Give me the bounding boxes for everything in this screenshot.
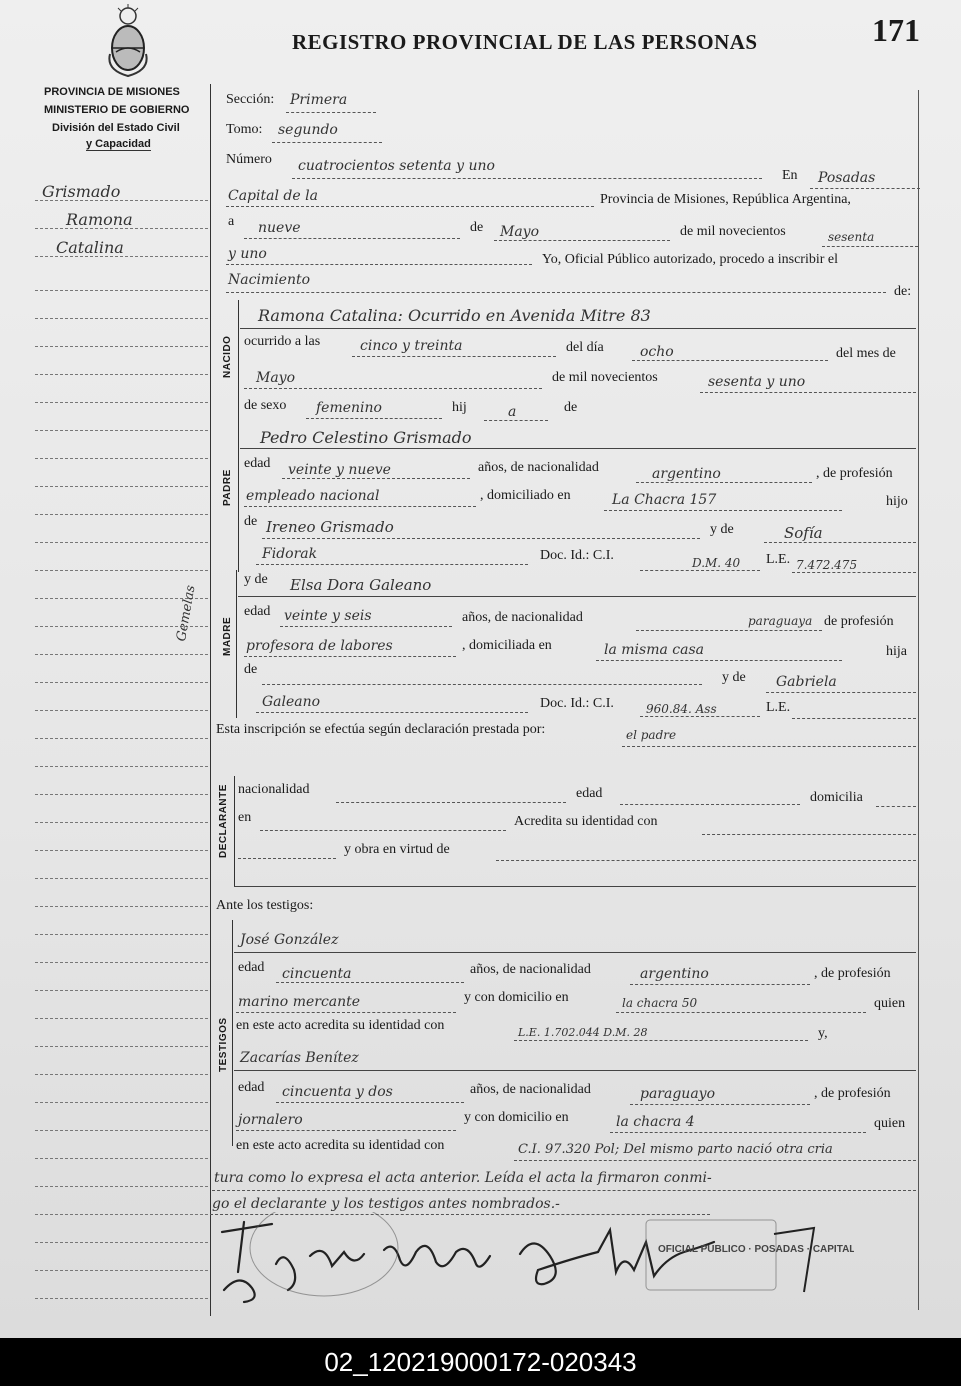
hij-de-label: de <box>564 400 578 415</box>
madre-le-label: L.E. <box>766 700 791 715</box>
anio-registro-2: y uno <box>228 246 267 262</box>
padre-profesion: empleado nacional <box>246 488 380 504</box>
t2-acredita-label: en este acto acredita su identidad con <box>236 1138 445 1153</box>
madre-domicilio: la misma casa <box>604 642 705 658</box>
madre-doc: 960.84. Ass <box>646 702 717 716</box>
madre-nombre: Elsa Dora Galeano <box>290 576 432 594</box>
padre-prof-label: , de profesión <box>816 466 893 481</box>
seccion-value: Primera <box>290 92 348 108</box>
madre-yde-label: y de <box>244 572 268 587</box>
de-label: de <box>470 220 484 235</box>
testigo1-edad: cincuenta <box>282 966 352 982</box>
testigo1-profesion: marino mercante <box>238 994 361 1010</box>
provincia-text: Provincia de Misiones, República Argentina, <box>600 192 851 207</box>
padre-le-label: L.E. <box>766 552 791 567</box>
madre-yde2-label: y de <box>722 670 746 685</box>
padre-nac-label: años, de nacionalidad <box>478 460 599 475</box>
numero-label: Número <box>226 152 272 167</box>
madre-doc-label: Doc. Id.: C.I. <box>540 696 614 711</box>
hij-value: a <box>508 404 517 420</box>
ministry-line-1: PROVINCIA DE MISIONES <box>44 86 180 98</box>
testigo1-nacionalidad: argentino <box>640 966 709 982</box>
mes-label: del mes de <box>836 346 896 361</box>
dia-nacimiento: ocho <box>640 344 674 360</box>
margin-surname: Grismado <box>42 182 121 201</box>
padre-edad-label: edad <box>244 456 271 471</box>
testigo2-nombre: Zacarías Benítez <box>240 1050 359 1066</box>
seccion-label: Sección: <box>226 92 275 107</box>
madre-de-label: de <box>244 662 258 677</box>
madre-profesion: profesora de labores <box>246 638 393 654</box>
testigos-ante: Ante los testigos: <box>216 898 314 913</box>
t1-nac-label: años, de nacionalidad <box>470 962 591 977</box>
ministry-line-2: MINISTERIO DE GOBIERNO <box>44 104 190 116</box>
testigo2-domicilio: la chacra 4 <box>616 1114 695 1130</box>
hora-value: cinco y treinta <box>360 338 463 354</box>
stamp-text: OFICIAL PUBLICO · POSADAS · CAPITAL <box>658 1244 854 1255</box>
padre-doc: D.M. 40 <box>692 556 741 570</box>
t2-dom-label: y con domicilio en <box>464 1110 569 1125</box>
section-testigos: TESTIGOS <box>218 1017 229 1072</box>
ciudad-value: Posadas <box>818 170 876 186</box>
padre-domicilio: La Chacra 157 <box>612 492 717 508</box>
testigo2-nacionalidad: paraguayo <box>640 1086 716 1102</box>
hora-label: ocurrido a las <box>244 334 321 349</box>
testigo2-doc: C.I. 97.320 Pol; Del mismo parto nació otra cria <box>518 1142 833 1157</box>
madre-nac-label: años, de nacionalidad <box>462 610 583 625</box>
acto-value: Nacimiento <box>228 272 311 288</box>
abuela-materna: Gabriela <box>776 674 837 690</box>
madre-prof-label: de profesión <box>824 614 894 629</box>
sexo-label: de sexo <box>244 398 287 413</box>
capital-value: Capital de la <box>228 188 318 204</box>
mil-nac-label: de mil novecientos <box>552 370 658 385</box>
tomo-label: Tomo: <box>226 122 263 137</box>
folio-number: 171 <box>872 12 920 48</box>
t1-prof-label: , de profesión <box>814 966 891 981</box>
padre-le: 7.472.475 <box>796 558 858 572</box>
t1-quien-label: quien <box>874 996 906 1011</box>
madre-apellido: Galeano <box>262 694 321 710</box>
declaracion-por: el padre <box>626 728 677 742</box>
t2-prof-label: , de profesión <box>814 1086 891 1101</box>
sexo-value: femenino <box>316 400 382 416</box>
abuela-paterna-apellido: Fidorak <box>262 546 318 562</box>
section-declarante: DECLARANTE <box>218 784 229 858</box>
nacido-nombre: Ramona Catalina: Ocurrido en Avenida Mitre 83 <box>258 306 651 325</box>
padre-de-label: de <box>244 514 258 529</box>
padre-nombre: Pedro Celestino Grismado <box>260 428 472 447</box>
cierre-linea-2: go el declarante y los testigos antes nombrados.- <box>212 1196 560 1212</box>
padre-dom-label: , domiciliado en <box>480 488 571 503</box>
signature-area <box>214 1212 854 1312</box>
page-title: REGISTRO PROVINCIAL DE LAS PERSONAS <box>292 30 758 54</box>
cierre-linea-1: tura como lo expresa el acta anterior. Leída el acta la firmaron conmi- <box>214 1170 712 1186</box>
numero-value: cuatrocientos setenta y uno <box>298 158 495 174</box>
madre-edad: veinte y seis <box>284 608 372 624</box>
t2-edad-label: edad <box>238 1080 265 1095</box>
mes-nacimiento: Mayo <box>256 370 296 386</box>
hij-label: hij <box>452 400 467 415</box>
dia-label: del día <box>566 340 604 355</box>
t1-dom-label: y con domicilio en <box>464 990 569 1005</box>
testigo1-nombre: José González <box>240 932 339 948</box>
testigo1-doc: L.E. 1.702.044 D.M. 28 <box>518 1026 648 1039</box>
t2-quien-label: quien <box>874 1116 906 1131</box>
madre-hija-label: hija <box>886 644 907 659</box>
anio-registro-1: sesenta <box>828 230 875 244</box>
padre-doc-label: Doc. Id.: C.I. <box>540 548 614 563</box>
decl-virtud-label: y obra en virtud de <box>344 842 450 857</box>
image-id-footer: 02_120219000172-020343 <box>0 1338 961 1386</box>
de-colon: de: <box>894 284 912 299</box>
oficial-text: Yo, Oficial Público autorizado, procedo a inscribir el <box>542 252 839 267</box>
ministry-line-3: División del Estado Civil <box>52 122 180 134</box>
decl-nac-label: nacionalidad <box>238 782 310 797</box>
decl-edad-label: edad <box>576 786 603 801</box>
t1-edad-label: edad <box>238 960 265 975</box>
margin-note: Gemelas <box>174 584 199 643</box>
decl-en-label: en <box>238 810 252 825</box>
tomo-value: segundo <box>278 122 338 138</box>
section-nacido: NACIDO <box>222 335 233 378</box>
mil-label: de mil novecientos <box>680 224 786 239</box>
margin-firstname: Ramona <box>66 210 133 229</box>
abuela-paterna: Sofía <box>784 524 823 542</box>
decl-acredita-label: Acredita su identidad con <box>514 814 658 829</box>
declaracion-text: Esta inscripción se efectúa según declaración prestada por: <box>216 722 546 737</box>
anio-nacimiento: sesenta y uno <box>708 374 806 390</box>
t1-acredita-label: en este acto acredita su identidad con <box>236 1018 445 1033</box>
madre-nacionalidad: paraguaya <box>748 614 813 628</box>
abuelo-paterno: Ireneo Grismado <box>266 518 394 536</box>
coat-of-arms-icon <box>104 4 152 80</box>
testigo1-domicilio: la chacra 50 <box>622 996 698 1010</box>
t1-y-label: y, <box>818 1026 828 1041</box>
padre-nacionalidad: argentino <box>652 466 721 482</box>
padre-edad: veinte y nueve <box>288 462 391 478</box>
padre-yde-label: y de <box>710 522 734 537</box>
testigo2-edad: cincuenta y dos <box>282 1084 393 1100</box>
margin-middlename: Catalina <box>56 238 124 257</box>
decl-dom-label: domicilia <box>810 790 863 805</box>
mes-registro: Mayo <box>500 224 540 240</box>
en-label: En <box>782 168 798 183</box>
a-label: a <box>228 214 235 229</box>
section-padre: PADRE <box>222 469 233 506</box>
padre-hijo-label: hijo <box>886 494 908 509</box>
madre-dom-label: , domiciliada en <box>462 638 552 653</box>
section-madre: MADRE <box>222 616 233 656</box>
madre-edad-label: edad <box>244 604 271 619</box>
testigo2-profesion: jornalero <box>238 1112 303 1128</box>
dia-registro: nueve <box>258 220 301 236</box>
ministry-line-4: y Capacidad <box>86 138 151 150</box>
t2-nac-label: años, de nacionalidad <box>470 1082 591 1097</box>
